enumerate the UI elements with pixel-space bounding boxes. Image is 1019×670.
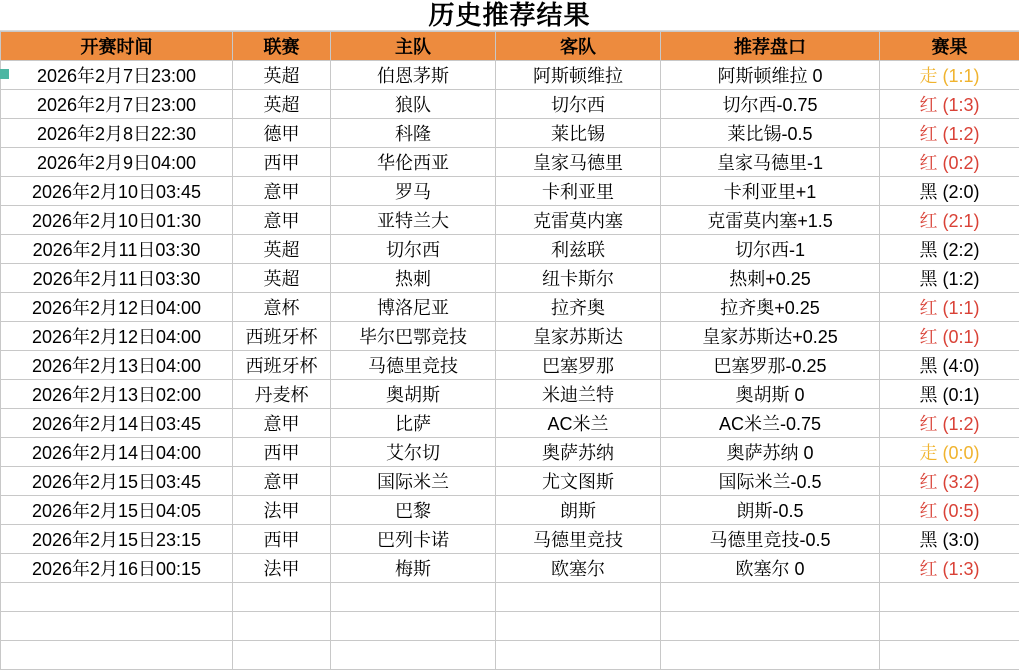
table-row [1,148,1019,177]
cell-home-team: 梅斯 [331,554,496,583]
cell-result [880,380,1019,409]
cell-empty [661,641,880,670]
cell-time: 2026年2月15日04:05 [1,496,233,525]
result-label: 红 [919,501,937,521]
cell-away-team: 拉齐奥 [496,293,661,322]
cell-result [880,351,1019,380]
cell-time: 2026年2月10日03:45 [1,177,233,206]
result-label: 红 [919,414,937,434]
result-label: 黑 [919,530,937,550]
table-header [1,32,1019,61]
cell-pick: 莱比锡-0.5 [661,119,880,148]
cell-time: 2026年2月11日03:30 [1,264,233,293]
cell-empty [331,583,496,612]
cell-result [880,554,1019,583]
cell-time: 2026年2月15日23:15 [1,525,233,554]
table-row [1,496,1019,525]
cell-home-team: 罗马 [331,177,496,206]
cell-home-team: 切尔西 [331,235,496,264]
cell-time: 2026年2月12日04:00 [1,293,233,322]
result-score: (3:0) [937,530,979,550]
cell-result [880,90,1019,119]
cell-league: 德甲 [233,119,331,148]
cell-away-team: 切尔西 [496,90,661,119]
cell-pick: 阿斯顿维拉 0 [661,61,880,90]
cell-empty [331,641,496,670]
table-row [1,119,1019,148]
table-row-empty [1,612,1019,641]
cell-league: 西班牙杯 [233,351,331,380]
cell-result [880,525,1019,554]
cell-home-team: 比萨 [331,409,496,438]
table-row [1,235,1019,264]
result-score: (2:2) [937,240,979,260]
cell-home-team: 华伦西亚 [331,148,496,177]
cell-away-team: 巴塞罗那 [496,351,661,380]
cell-time: 2026年2月16日00:15 [1,554,233,583]
cell-away-team: 欧塞尔 [496,554,661,583]
cell-home-team: 热刺 [331,264,496,293]
cell-pick: 拉齐奥+0.25 [661,293,880,322]
cell-result [880,206,1019,235]
cell-result [880,119,1019,148]
cell-league: 英超 [233,61,331,90]
cell-time: 2026年2月8日22:30 [1,119,233,148]
result-score: (0:0) [937,443,979,463]
table-row [1,467,1019,496]
cell-away-team: 马德里竞技 [496,525,661,554]
table-row [1,525,1019,554]
cell-empty [661,583,880,612]
cell-pick: AC米兰-0.75 [661,409,880,438]
title-row [0,0,1019,31]
result-label: 红 [919,298,937,318]
cell-home-team: 马德里竞技 [331,351,496,380]
table-row-empty [1,583,1019,612]
cell-away-team: 阿斯顿维拉 [496,61,661,90]
cell-result [880,235,1019,264]
cell-away-team: 尤文图斯 [496,467,661,496]
cell-empty [1,583,233,612]
result-score: (2:0) [937,182,979,202]
cell-home-team: 国际米兰 [331,467,496,496]
cell-away-team: 奥萨苏纳 [496,438,661,467]
cell-result [880,177,1019,206]
cell-pick: 奥胡斯 0 [661,380,880,409]
result-label: 红 [919,211,937,231]
result-score: (0:1) [937,385,979,405]
cell-league: 法甲 [233,554,331,583]
cell-away-team: 莱比锡 [496,119,661,148]
cell-home-team: 亚特兰大 [331,206,496,235]
table-row [1,322,1019,351]
cell-result [880,467,1019,496]
cell-league: 意甲 [233,177,331,206]
column-header-time: 开赛时间 [1,32,233,61]
cell-league: 法甲 [233,496,331,525]
cell-away-team: 朗斯 [496,496,661,525]
cell-time: 2026年2月14日04:00 [1,438,233,467]
results-table [0,31,1019,670]
cell-home-team: 伯恩茅斯 [331,61,496,90]
cell-empty [496,612,661,641]
result-score: (2:1) [937,211,979,231]
column-header-home: 主队 [331,32,496,61]
result-label: 红 [919,472,937,492]
table-row [1,61,1019,90]
cell-league: 英超 [233,264,331,293]
cell-time: 2026年2月12日04:00 [1,322,233,351]
cell-pick: 切尔西-1 [661,235,880,264]
cell-time: 2026年2月9日04:00 [1,148,233,177]
cell-pick: 欧塞尔 0 [661,554,880,583]
cell-away-team: 卡利亚里 [496,177,661,206]
row-accent-marker [0,69,9,79]
table-row [1,438,1019,467]
cell-pick: 卡利亚里+1 [661,177,880,206]
result-score: (4:0) [937,356,979,376]
cell-result [880,61,1019,90]
cell-home-team: 科隆 [331,119,496,148]
cell-time: 2026年2月10日01:30 [1,206,233,235]
result-score: (1:2) [937,124,979,144]
table-row [1,554,1019,583]
cell-empty [496,583,661,612]
cell-empty [1,641,233,670]
column-header-pick: 推荐盘口 [661,32,880,61]
result-score: (0:1) [937,327,979,347]
result-label: 红 [919,95,937,115]
cell-empty [1,612,233,641]
cell-time: 2026年2月7日23:00 [1,61,233,90]
result-score: (3:2) [937,472,979,492]
cell-away-team: 皇家苏斯达 [496,322,661,351]
cell-empty [233,612,331,641]
cell-away-team: AC米兰 [496,409,661,438]
cell-league: 西甲 [233,438,331,467]
cell-league: 英超 [233,90,331,119]
result-label: 走 [919,66,937,86]
cell-pick: 马德里竞技-0.5 [661,525,880,554]
result-score: (1:3) [937,95,979,115]
result-label: 黑 [919,385,937,405]
cell-pick: 奥萨苏纳 0 [661,438,880,467]
cell-result [880,264,1019,293]
result-score: (1:2) [937,269,979,289]
cell-pick: 皇家马德里-1 [661,148,880,177]
result-label: 黑 [919,182,937,202]
cell-result [880,322,1019,351]
result-score: (1:3) [937,559,979,579]
result-score: (1:1) [937,66,979,86]
table-row [1,351,1019,380]
cell-result [880,409,1019,438]
result-label: 黑 [919,269,937,289]
result-label: 黑 [919,240,937,260]
result-label: 走 [919,443,937,463]
cell-pick: 克雷莫内塞+1.5 [661,206,880,235]
header-row [1,32,1019,61]
table-row [1,206,1019,235]
column-header-result: 赛果 [880,32,1019,61]
table-row [1,409,1019,438]
cell-empty [496,641,661,670]
cell-empty [880,641,1019,670]
cell-league: 意杯 [233,293,331,322]
cell-home-team: 奥胡斯 [331,380,496,409]
result-score: (1:1) [937,298,979,318]
cell-league: 西甲 [233,525,331,554]
result-score: (0:2) [937,153,979,173]
cell-away-team: 克雷莫内塞 [496,206,661,235]
cell-away-team: 利兹联 [496,235,661,264]
cell-league: 丹麦杯 [233,380,331,409]
cell-away-team: 米迪兰特 [496,380,661,409]
cell-pick: 国际米兰-0.5 [661,467,880,496]
cell-home-team: 艾尔切 [331,438,496,467]
cell-league: 西班牙杯 [233,322,331,351]
result-score: (1:2) [937,414,979,434]
cell-time: 2026年2月15日03:45 [1,467,233,496]
cell-home-team: 巴列卡诺 [331,525,496,554]
cell-home-team: 巴黎 [331,496,496,525]
cell-away-team: 纽卡斯尔 [496,264,661,293]
cell-home-team: 博洛尼亚 [331,293,496,322]
cell-time: 2026年2月7日23:00 [1,90,233,119]
column-header-away: 客队 [496,32,661,61]
result-label: 红 [919,559,937,579]
result-label: 红 [919,153,937,173]
table-row [1,380,1019,409]
cell-pick: 巴塞罗那-0.25 [661,351,880,380]
cell-away-team: 皇家马德里 [496,148,661,177]
cell-pick: 朗斯-0.5 [661,496,880,525]
table-row [1,90,1019,119]
cell-pick: 热刺+0.25 [661,264,880,293]
cell-result [880,293,1019,322]
cell-league: 英超 [233,235,331,264]
result-label: 红 [919,327,937,347]
cell-league: 意甲 [233,467,331,496]
cell-empty [880,612,1019,641]
table-body [1,61,1019,670]
cell-empty [331,612,496,641]
cell-empty [233,641,331,670]
cell-empty [661,612,880,641]
result-score: (0:5) [937,501,979,521]
cell-empty [233,583,331,612]
cell-pick: 皇家苏斯达+0.25 [661,322,880,351]
table-row-empty [1,641,1019,670]
cell-result [880,148,1019,177]
cell-league: 意甲 [233,206,331,235]
result-label: 黑 [919,356,937,376]
cell-empty [880,583,1019,612]
table-row [1,177,1019,206]
cell-time: 2026年2月13日02:00 [1,380,233,409]
cell-home-team: 狼队 [331,90,496,119]
cell-result [880,496,1019,525]
cell-pick: 切尔西-0.75 [661,90,880,119]
table-row [1,264,1019,293]
cell-result [880,438,1019,467]
cell-league: 西甲 [233,148,331,177]
cell-home-team: 毕尔巴鄂竞技 [331,322,496,351]
result-label: 红 [919,124,937,144]
page-title: 历史推荐结果 [428,1,590,30]
column-header-league: 联赛 [233,32,331,61]
table-row [1,293,1019,322]
cell-time: 2026年2月11日03:30 [1,235,233,264]
cell-time: 2026年2月13日04:00 [1,351,233,380]
cell-time: 2026年2月14日03:45 [1,409,233,438]
cell-league: 意甲 [233,409,331,438]
